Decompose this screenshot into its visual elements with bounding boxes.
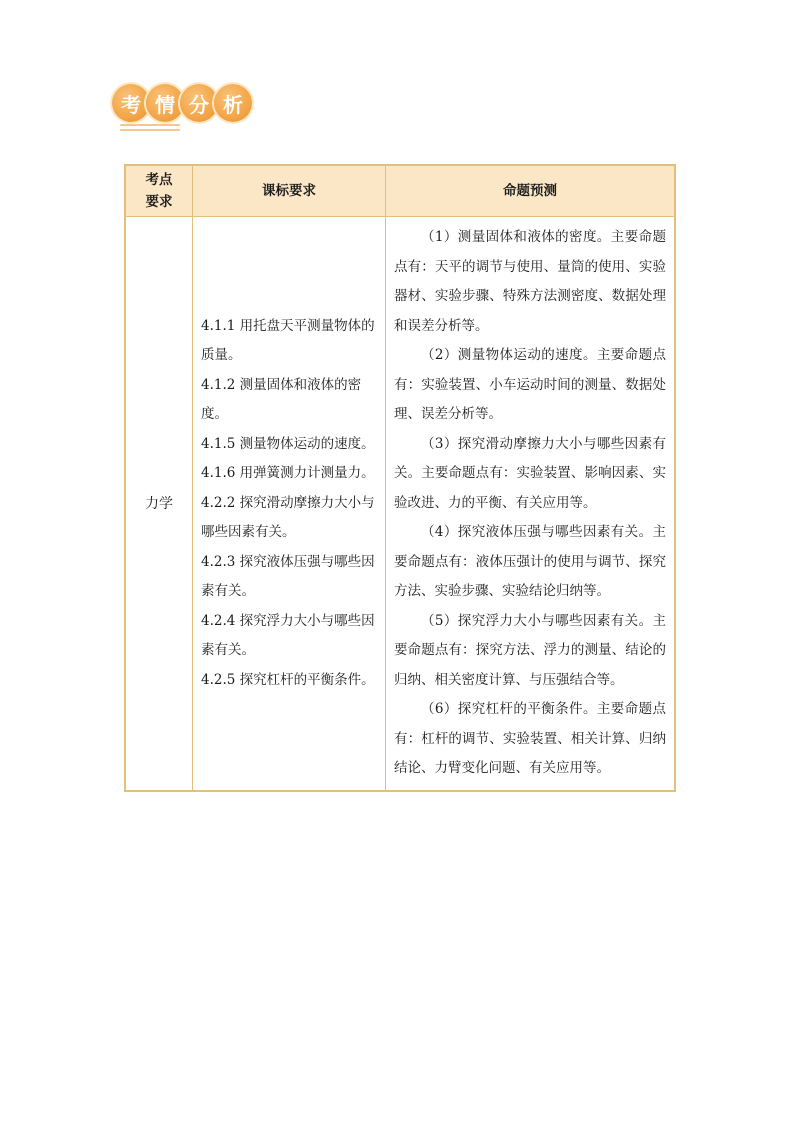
prediction-item: （5）探究浮力大小与哪些因素有关。主要命题点有：探究方法、浮力的测量、结论的归纳、相关密度计算、与压强结合等。 [394, 612, 666, 688]
header-predictions: 命题预测 [386, 165, 676, 217]
header-topic: 考点要求 [125, 165, 193, 217]
topic-cell: 力学 [125, 217, 193, 791]
exam-analysis-table [124, 164, 676, 792]
banner-decoration [120, 124, 180, 132]
banner-char: 考 [112, 84, 150, 122]
requirement-item: 4.2.4 探究浮力大小与哪些因素有关。 [201, 612, 375, 658]
requirement-item: 4.1.6 用弹簧测力计测量力。 [201, 465, 375, 481]
table-row [125, 217, 675, 791]
requirement-item: 4.1.5 测量物体运动的速度。 [201, 435, 375, 452]
table-header-row [125, 165, 675, 217]
banner-char: 分 [180, 84, 218, 122]
requirement-item: 4.2.5 探究杠杆的平衡条件。 [201, 671, 375, 688]
banner-char: 析 [214, 84, 252, 122]
prediction-item: （6）探究杠杆的平衡条件。主要命题点有：杠杆的调节、实验装置、相关计算、归纳结论、力臂变化问题、有关应用等。 [394, 701, 666, 776]
requirement-item: 4.1.1 用托盘天平测量物体的质量。 [201, 317, 375, 363]
prediction-item: （4）探究液体压强与哪些因素有关。主要命题点有：液体压强计的使用与调节、探究方法、实验步骤、实验结论归纳等。 [394, 524, 666, 599]
header-requirements: 课标要求 [193, 165, 386, 217]
banner-char: 情 [146, 84, 184, 122]
prediction-item: （1）测量固体和液体的密度。主要命题点有：天平的调节与使用、量筒的使用、实验器材、实验步骤、特殊方法测密度、数据处理和误差分析等。 [394, 229, 666, 334]
predictions-cell [386, 217, 676, 791]
prediction-item: （3）探究滑动摩擦力大小与哪些因素有关。主要命题点有：实验装置、影响因素、实验改进、力的平衡、有关应用等。 [394, 435, 666, 511]
requirement-item: 4.2.2 探究滑动摩擦力大小与哪些因素有关。 [201, 494, 375, 540]
requirement-item: 4.2.3 探究液体压强与哪些因素有关。 [201, 553, 375, 599]
requirements-cell [193, 217, 386, 791]
prediction-item: （2）测量物体运动的速度。主要命题点有：实验装置、小车运动时间的测量、数据处理、误差分析等。 [394, 347, 666, 422]
requirement-item: 4.1.2 测量固体和液体的密度。 [201, 376, 362, 422]
section-banner [112, 84, 262, 134]
